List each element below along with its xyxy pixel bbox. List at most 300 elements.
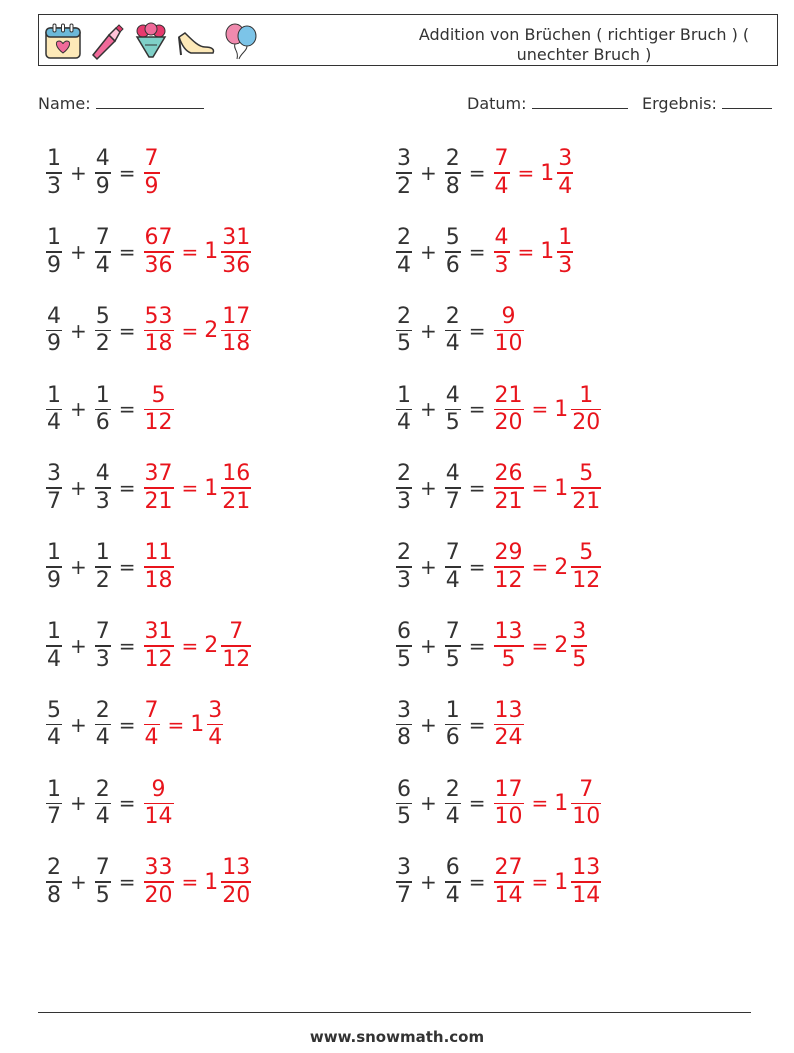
numerator: 4 <box>445 382 460 408</box>
mixed-whole: 1 <box>554 475 569 501</box>
denominator: 4 <box>445 331 460 357</box>
denominator: 10 <box>494 331 523 357</box>
equals-sign: = <box>531 397 549 422</box>
numerator: 11 <box>144 540 173 566</box>
denominator: 4 <box>558 173 573 199</box>
denominator: 3 <box>397 567 411 593</box>
denominator: 9 <box>144 173 159 199</box>
numerator: 13 <box>222 855 251 881</box>
numerator: 5 <box>579 461 594 487</box>
mixed-whole: 1 <box>190 712 205 738</box>
mixed-fraction <box>571 855 601 909</box>
problem-item <box>394 695 526 755</box>
mixed-fraction <box>221 855 251 909</box>
numerator: 2 <box>47 855 61 881</box>
denominator: 20 <box>572 410 601 436</box>
denominator: 8 <box>445 173 460 199</box>
plus-sign: + <box>420 791 437 816</box>
equals-sign: = <box>531 791 549 816</box>
sum-fraction <box>494 619 524 673</box>
plus-sign: + <box>420 555 437 579</box>
numerator: 1 <box>47 382 61 408</box>
mixed-fraction <box>571 619 587 673</box>
denominator: 8 <box>397 725 411 751</box>
equals-sign: = <box>118 318 136 343</box>
denominator: 4 <box>445 567 460 593</box>
numerator: 5 <box>47 697 61 723</box>
denominator: 14 <box>572 882 601 908</box>
numerator: 7 <box>95 225 110 250</box>
addend-fraction <box>95 146 111 200</box>
numerator: 1 <box>95 382 110 408</box>
denominator: 3 <box>47 173 61 199</box>
numerator: 1 <box>47 146 61 172</box>
equals-sign: = <box>468 633 486 658</box>
numerator: 3 <box>397 697 411 723</box>
problem-item <box>44 143 162 203</box>
denominator: 12 <box>572 567 601 593</box>
numerator: 7 <box>445 619 460 644</box>
problem-item <box>394 379 603 439</box>
plus-sign: + <box>70 712 87 737</box>
problem-item <box>44 458 253 518</box>
problem-item <box>44 301 253 361</box>
numerator: 67 <box>144 225 173 250</box>
result-field[interactable] <box>642 94 772 113</box>
addend-fraction <box>396 777 412 831</box>
equals-sign: = <box>181 633 199 658</box>
denominator: 4 <box>397 410 411 436</box>
addend-fraction <box>396 619 412 673</box>
numerator: 7 <box>494 146 509 172</box>
problem-item <box>394 852 603 912</box>
addend-fraction <box>46 146 62 200</box>
mixed-whole: 2 <box>204 318 219 344</box>
mixed-whole: 1 <box>554 790 569 816</box>
numerator: 33 <box>144 855 173 881</box>
numerator: 7 <box>95 855 110 881</box>
sum-fraction <box>144 304 174 358</box>
addend-fraction <box>396 540 412 594</box>
denominator: 20 <box>494 410 523 436</box>
balloons-icon <box>221 21 261 61</box>
numerator: 3 <box>397 855 411 881</box>
plus-sign: + <box>420 397 437 422</box>
name-line <box>96 94 204 109</box>
denominator: 4 <box>144 725 159 751</box>
denominator: 4 <box>47 725 61 751</box>
equals-sign: = <box>118 555 136 579</box>
denominator: 4 <box>95 252 110 278</box>
denominator: 3 <box>494 252 509 278</box>
numerator: 31 <box>222 225 251 250</box>
name-label: Name: <box>38 94 91 113</box>
mixed-whole: 1 <box>204 475 219 501</box>
numerator: 1 <box>558 225 573 250</box>
denominator: 9 <box>47 252 61 278</box>
numerator: 17 <box>494 776 523 802</box>
mixed-whole: 2 <box>554 633 569 659</box>
plus-sign: + <box>420 239 437 264</box>
numerator: 1 <box>47 619 61 644</box>
problem-item <box>394 222 575 282</box>
denominator: 9 <box>47 567 61 593</box>
problem-item <box>44 616 253 676</box>
plus-sign: + <box>70 239 87 264</box>
numerator: 5 <box>95 303 110 329</box>
equals-sign: = <box>468 318 486 343</box>
sum-fraction <box>494 383 524 437</box>
numerator: 7 <box>579 776 594 802</box>
date-line <box>532 94 628 109</box>
denominator: 10 <box>494 804 523 830</box>
problem-item <box>44 773 176 833</box>
equals-sign: = <box>468 712 486 737</box>
denominator: 7 <box>445 488 460 514</box>
mixed-whole: 1 <box>204 869 219 895</box>
denominator: 4 <box>47 646 61 672</box>
denominator: 7 <box>47 804 61 830</box>
mixed-whole: 1 <box>540 239 555 265</box>
numerator: 1 <box>445 697 460 723</box>
sum-fraction <box>494 855 524 909</box>
denominator: 3 <box>95 488 110 514</box>
equals-sign: = <box>531 555 549 579</box>
plus-sign: + <box>420 318 437 343</box>
numerator: 16 <box>222 461 251 487</box>
sum-fraction <box>144 461 174 515</box>
sum-fraction <box>144 698 160 752</box>
header-icons <box>43 19 261 63</box>
denominator: 4 <box>95 804 110 830</box>
addend-fraction <box>396 461 412 515</box>
mixed-fraction <box>571 383 601 437</box>
denominator: 24 <box>494 725 523 751</box>
plus-sign: + <box>420 476 437 501</box>
sum-fraction <box>494 146 510 200</box>
denominator: 18 <box>144 331 173 357</box>
mixed-whole: 2 <box>554 554 569 580</box>
equals-sign: = <box>118 791 136 816</box>
numerator: 13 <box>494 697 523 723</box>
denominator: 9 <box>95 173 110 199</box>
plus-sign: + <box>420 712 437 737</box>
equals-sign: = <box>167 712 185 737</box>
equals-sign: = <box>468 239 486 264</box>
numerator: 5 <box>579 540 594 566</box>
denominator: 3 <box>397 488 411 514</box>
sum-fraction <box>494 777 524 831</box>
denominator: 12 <box>494 567 523 593</box>
numerator: 31 <box>144 619 173 644</box>
numerator: 3 <box>558 146 573 172</box>
mixed-fraction <box>221 461 251 515</box>
numerator: 37 <box>144 461 173 487</box>
numerator: 13 <box>572 855 601 881</box>
plus-sign: + <box>70 870 87 895</box>
date-field[interactable] <box>467 94 628 113</box>
denominator: 36 <box>222 252 251 278</box>
numerator: 27 <box>494 855 523 881</box>
equals-sign: = <box>468 791 486 816</box>
numerator: 9 <box>501 303 516 329</box>
high-heel-shoe-icon <box>175 21 217 61</box>
denominator: 18 <box>144 567 173 593</box>
numerator: 2 <box>397 540 411 566</box>
numerator: 3 <box>397 146 411 172</box>
mixed-fraction <box>221 304 251 358</box>
equals-sign: = <box>468 870 486 895</box>
numerator: 7 <box>229 619 244 644</box>
addend-fraction <box>396 225 412 279</box>
addend-fraction <box>46 855 62 909</box>
plus-sign: + <box>70 318 87 343</box>
numerator: 2 <box>397 303 411 329</box>
denominator: 4 <box>445 804 460 830</box>
addend-fraction <box>396 383 412 437</box>
numerator: 6 <box>445 855 460 881</box>
problem-item <box>44 537 176 597</box>
denominator: 5 <box>95 882 110 908</box>
addend-fraction <box>46 461 62 515</box>
denominator: 4 <box>445 882 460 908</box>
mixed-whole: 1 <box>204 239 219 265</box>
sum-fraction <box>144 777 174 831</box>
addend-fraction <box>46 383 62 437</box>
numerator: 1 <box>47 540 61 566</box>
denominator: 5 <box>445 410 460 436</box>
sum-fraction <box>494 225 510 279</box>
sum-fraction <box>494 540 524 594</box>
numerator: 4 <box>47 303 61 329</box>
equals-sign: = <box>468 555 486 579</box>
equals-sign: = <box>181 318 199 343</box>
plus-sign: + <box>70 633 87 658</box>
equals-sign: = <box>181 870 199 895</box>
addend-fraction <box>95 698 111 752</box>
equals-sign: = <box>118 161 136 185</box>
numerator: 6 <box>397 776 411 802</box>
problem-item <box>44 222 253 282</box>
equals-sign: = <box>531 476 549 501</box>
addend-fraction <box>445 304 461 358</box>
equals-sign: = <box>118 870 136 895</box>
addend-fraction <box>445 461 461 515</box>
mixed-fraction <box>221 225 251 279</box>
denominator: 4 <box>494 173 509 199</box>
denominator: 9 <box>47 331 61 357</box>
numerator: 7 <box>144 697 159 723</box>
denominator: 21 <box>494 488 523 514</box>
addend-fraction <box>95 619 111 673</box>
numerator: 29 <box>494 540 523 566</box>
denominator: 12 <box>144 410 173 436</box>
denominator: 3 <box>558 252 573 278</box>
mixed-whole: 1 <box>554 869 569 895</box>
denominator: 21 <box>144 488 173 514</box>
date-label: Datum: <box>467 94 527 113</box>
addend-fraction <box>445 777 461 831</box>
denominator: 20 <box>222 882 251 908</box>
sum-fraction <box>144 146 160 200</box>
equals-sign: = <box>118 397 136 422</box>
footer-divider <box>38 1012 751 1013</box>
footer-url: www.snowmath.com <box>309 1028 485 1046</box>
mixed-fraction <box>571 777 601 831</box>
denominator: 4 <box>47 410 61 436</box>
numerator: 1 <box>47 776 61 802</box>
mixed-whole: 1 <box>540 160 555 186</box>
mixed-whole: 1 <box>554 396 569 422</box>
denominator: 10 <box>572 804 601 830</box>
numerator: 3 <box>572 619 587 644</box>
addend-fraction <box>445 619 461 673</box>
denominator: 5 <box>397 646 411 672</box>
denominator: 5 <box>397 331 411 357</box>
equals-sign: = <box>118 476 136 501</box>
numerator: 1 <box>47 225 61 250</box>
plus-sign: + <box>420 633 437 658</box>
addend-fraction <box>396 304 412 358</box>
sum-fraction <box>144 619 174 673</box>
denominator: 4 <box>95 725 110 751</box>
result-line <box>722 94 772 109</box>
equals-sign: = <box>468 476 486 501</box>
addend-fraction <box>445 540 461 594</box>
addend-fraction <box>95 225 111 279</box>
plus-sign: + <box>70 397 87 422</box>
name-field[interactable] <box>38 94 204 113</box>
numerator: 4 <box>445 461 460 487</box>
numerator: 1 <box>579 382 594 408</box>
mixed-fraction <box>557 225 573 279</box>
denominator: 14 <box>144 804 173 830</box>
numerator: 2 <box>95 776 110 802</box>
addend-fraction <box>95 855 111 909</box>
plus-sign: + <box>70 791 87 816</box>
result-label: Ergebnis: <box>642 94 717 113</box>
plus-sign: + <box>70 161 87 185</box>
numerator: 5 <box>445 225 460 250</box>
addend-fraction <box>445 855 461 909</box>
denominator: 21 <box>222 488 251 514</box>
equals-sign: = <box>181 476 199 501</box>
mixed-whole: 2 <box>204 633 219 659</box>
addend-fraction <box>396 855 412 909</box>
sum-fraction <box>144 540 174 594</box>
denominator: 3 <box>95 646 110 672</box>
addend-fraction <box>46 777 62 831</box>
numerator: 3 <box>208 697 223 723</box>
denominator: 5 <box>572 646 587 672</box>
numerator: 2 <box>445 303 460 329</box>
denominator: 4 <box>397 252 411 278</box>
problem-item <box>44 852 253 912</box>
addend-fraction <box>46 540 62 594</box>
addend-fraction <box>46 619 62 673</box>
numerator: 7 <box>445 540 460 566</box>
denominator: 2 <box>95 331 110 357</box>
numerator: 17 <box>222 303 251 329</box>
plus-sign: + <box>420 161 437 185</box>
sum-fraction <box>144 225 174 279</box>
mixed-fraction <box>207 698 223 752</box>
problem-item <box>394 143 575 203</box>
numerator: 3 <box>47 461 61 487</box>
addend-fraction <box>46 304 62 358</box>
sum-fraction <box>494 698 524 752</box>
addend-fraction <box>445 698 461 752</box>
numerator: 2 <box>95 697 110 723</box>
numerator: 4 <box>95 146 110 172</box>
addend-fraction <box>396 146 412 200</box>
problem-item <box>394 301 526 361</box>
denominator: 2 <box>397 173 411 199</box>
numerator: 7 <box>144 146 159 172</box>
denominator: 20 <box>144 882 173 908</box>
addend-fraction <box>46 698 62 752</box>
numerator: 9 <box>151 776 166 802</box>
equals-sign: = <box>118 712 136 737</box>
problem-item <box>44 379 176 439</box>
equals-sign: = <box>531 870 549 895</box>
equals-sign: = <box>181 239 199 264</box>
numerator: 21 <box>494 382 523 408</box>
addend-fraction <box>445 383 461 437</box>
addend-fraction <box>445 225 461 279</box>
problem-item <box>394 537 603 597</box>
addend-fraction <box>46 225 62 279</box>
denominator: 5 <box>397 804 411 830</box>
numerator: 1 <box>95 540 110 566</box>
addend-fraction <box>95 777 111 831</box>
numerator: 5 <box>151 382 166 408</box>
denominator: 5 <box>445 646 460 672</box>
equals-sign: = <box>468 161 486 185</box>
numerator: 4 <box>95 461 110 487</box>
denominator: 7 <box>47 488 61 514</box>
addend-fraction <box>95 461 111 515</box>
denominator: 5 <box>501 646 516 672</box>
numerator: 13 <box>494 619 523 644</box>
denominator: 21 <box>572 488 601 514</box>
denominator: 14 <box>494 882 523 908</box>
denominator: 36 <box>144 252 173 278</box>
denominator: 6 <box>445 725 460 751</box>
equals-sign: = <box>531 633 549 658</box>
numerator: 6 <box>397 619 411 644</box>
addend-fraction <box>95 304 111 358</box>
plus-sign: + <box>420 870 437 895</box>
addend-fraction <box>95 540 111 594</box>
sum-fraction <box>494 304 524 358</box>
denominator: 4 <box>208 725 223 751</box>
numerator: 7 <box>95 619 110 644</box>
numerator: 26 <box>494 461 523 487</box>
problem-item <box>394 773 603 833</box>
problem-item <box>394 458 603 518</box>
denominator: 12 <box>222 646 251 672</box>
mixed-fraction <box>571 461 601 515</box>
equals-sign: = <box>468 397 486 422</box>
mixed-fraction <box>221 619 251 673</box>
numerator: 4 <box>494 225 509 250</box>
mixed-fraction <box>557 146 573 200</box>
worksheet-header <box>38 14 778 66</box>
problem-item <box>44 695 225 755</box>
equals-sign: = <box>517 239 535 264</box>
denominator: 8 <box>47 882 61 908</box>
